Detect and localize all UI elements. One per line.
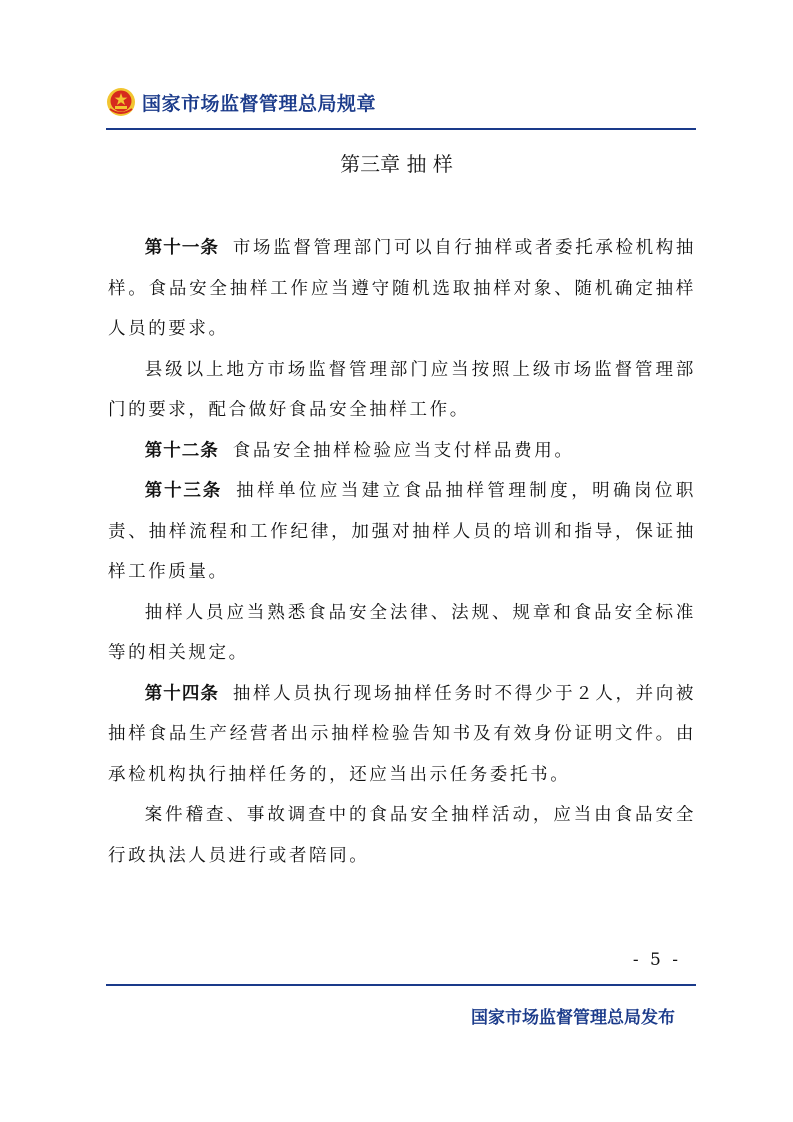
national-emblem-icon bbox=[106, 87, 136, 117]
paragraph bbox=[108, 593, 696, 674]
paragraph bbox=[108, 795, 696, 876]
article-number: 第十二条 bbox=[144, 440, 219, 461]
paragraph bbox=[108, 674, 696, 796]
article-number: 第十三条 bbox=[144, 481, 223, 501]
paragraph-text: 抽样人员应当熟悉食品安全法律、法规、规章和食品安全标准等的相关规定。 bbox=[108, 602, 696, 663]
footer-publisher: 国家市场监督管理总局发布 bbox=[471, 1008, 675, 1028]
paragraph-text: 市场监督管理部门可以自行抽样或者委托承检机构抽样。食品安全抽样工作应当遵守随机选取抽样对象、随机确定抽样人员的要求。 bbox=[108, 238, 696, 339]
paragraph bbox=[108, 228, 696, 350]
header-divider bbox=[106, 128, 696, 130]
paragraph-text: 抽样单位应当建立食品抽样管理制度，明确岗位职责、抽样流程和工作纪律，加强对抽样人员的培训和指导，保证抽样工作质量。 bbox=[108, 481, 697, 582]
paragraph-text: 案件稽查、事故调查中的食品安全抽样活动，应当由食品安全行政执法人员进行或者陪同。 bbox=[108, 805, 696, 866]
regulation-body bbox=[108, 228, 696, 876]
footer-divider bbox=[106, 984, 696, 986]
article-number: 第十四条 bbox=[144, 683, 219, 704]
paragraph-text: 抽样人员执行现场抽样任务时不得少于２人，并向被抽样食品生产经营者出示抽样检验告知书及有效身份证明文件。由承检机构执行抽样任务的，还应当出示任务委托书。 bbox=[108, 683, 696, 785]
header-title: 国家市场监督管理总局规章 bbox=[142, 92, 377, 115]
page-header bbox=[106, 84, 376, 120]
page-number: - 5 - bbox=[632, 950, 681, 970]
chapter-title: 第三章 抽 样 bbox=[340, 152, 453, 176]
paragraph bbox=[108, 431, 696, 472]
paragraph-text: 县级以上地方市场监督管理部门应当按照上级市场监督管理部门的要求，配合做好食品安全抽样工作。 bbox=[108, 359, 696, 420]
article-number: 第十一条 bbox=[144, 238, 219, 258]
paragraph-text: 食品安全抽样检验应当支付样品费用。 bbox=[232, 440, 575, 461]
paragraph bbox=[108, 350, 696, 431]
paragraph bbox=[108, 471, 696, 593]
